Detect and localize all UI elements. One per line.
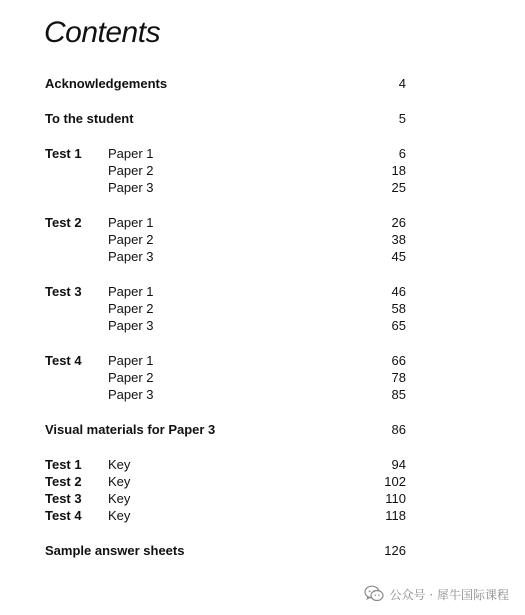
toc-page-number: 66 [391, 353, 406, 368]
toc-row [0, 300, 525, 318]
toc-row [0, 110, 525, 128]
toc-label: Test 1 [45, 457, 82, 472]
toc-page-number: 26 [391, 215, 406, 230]
toc-label: Test 4 [45, 353, 82, 368]
toc-label: Acknowledgements [45, 76, 168, 91]
toc-page-number: 25 [391, 180, 406, 195]
toc-page-number: 5 [398, 111, 406, 126]
toc-page-number: 6 [398, 146, 406, 161]
toc-label: Sample answer sheets [45, 543, 185, 558]
toc-row [0, 490, 525, 508]
toc-sublabel: Paper 3 [108, 318, 154, 333]
toc-page-number: 78 [391, 370, 406, 385]
toc-row [0, 456, 525, 474]
toc-page-number: 110 [385, 491, 406, 506]
toc-sublabel: Key [108, 474, 131, 489]
toc-sublabel: Paper 3 [108, 180, 154, 195]
toc-page-number: 85 [391, 387, 406, 402]
toc-label: Test 2 [45, 474, 82, 489]
toc-page-number: 58 [391, 301, 406, 316]
toc-sublabel: Key [108, 491, 131, 506]
toc-row [0, 162, 525, 180]
toc-row [0, 145, 525, 163]
toc-page-number: 102 [384, 474, 406, 489]
toc-sublabel: Paper 3 [108, 387, 154, 402]
toc-row [0, 369, 525, 387]
toc-page-number: 38 [391, 232, 406, 247]
toc-sublabel: Paper 1 [108, 146, 154, 161]
toc-row [0, 179, 525, 197]
chat-bubble-icon [364, 585, 384, 603]
toc-row [0, 283, 525, 301]
toc-sublabel: Paper 2 [108, 370, 154, 385]
toc-sublabel: Key [108, 457, 131, 472]
toc-sublabel: Key [108, 508, 131, 523]
page-title: Contents [44, 16, 161, 49]
toc-row [0, 75, 525, 93]
toc-page-number: 45 [391, 249, 406, 264]
toc-label: Test 3 [45, 284, 82, 299]
toc-page-number: 118 [385, 508, 406, 523]
wechat-watermark [364, 583, 509, 605]
toc-sublabel: Paper 1 [108, 284, 154, 299]
toc-label: Test 1 [45, 146, 82, 161]
toc-sublabel: Paper 2 [108, 232, 154, 247]
toc-label: Test 3 [45, 491, 82, 506]
toc-label: Test 4 [45, 508, 82, 523]
toc-page-number: 94 [391, 457, 406, 472]
toc-sublabel: Paper 2 [108, 163, 154, 178]
toc-row [0, 248, 525, 266]
toc-row [0, 421, 525, 439]
toc-sublabel: Paper 1 [108, 353, 154, 368]
toc-row [0, 542, 525, 560]
watermark-text: 公众号 · 犀牛国际课程 [389, 587, 509, 602]
toc-row [0, 352, 525, 370]
toc-page-number: 65 [391, 318, 406, 333]
toc-page-number: 46 [391, 284, 406, 299]
toc-row [0, 214, 525, 232]
toc-page-number: 86 [391, 422, 406, 437]
toc-sublabel: Paper 3 [108, 249, 154, 264]
toc-row [0, 231, 525, 249]
toc-sublabel: Paper 1 [108, 215, 154, 230]
toc-sublabel: Paper 2 [108, 301, 154, 316]
toc-row [0, 507, 525, 525]
toc-label: Test 2 [45, 215, 82, 230]
toc-label: To the student [45, 111, 134, 126]
toc-page-number: 18 [391, 163, 406, 178]
toc-row [0, 473, 525, 491]
toc-page-number: 4 [398, 76, 406, 91]
toc-label: Visual materials for Paper 3 [45, 422, 216, 437]
toc-page-number: 126 [384, 543, 406, 558]
toc-row [0, 386, 525, 404]
toc-row [0, 317, 525, 335]
